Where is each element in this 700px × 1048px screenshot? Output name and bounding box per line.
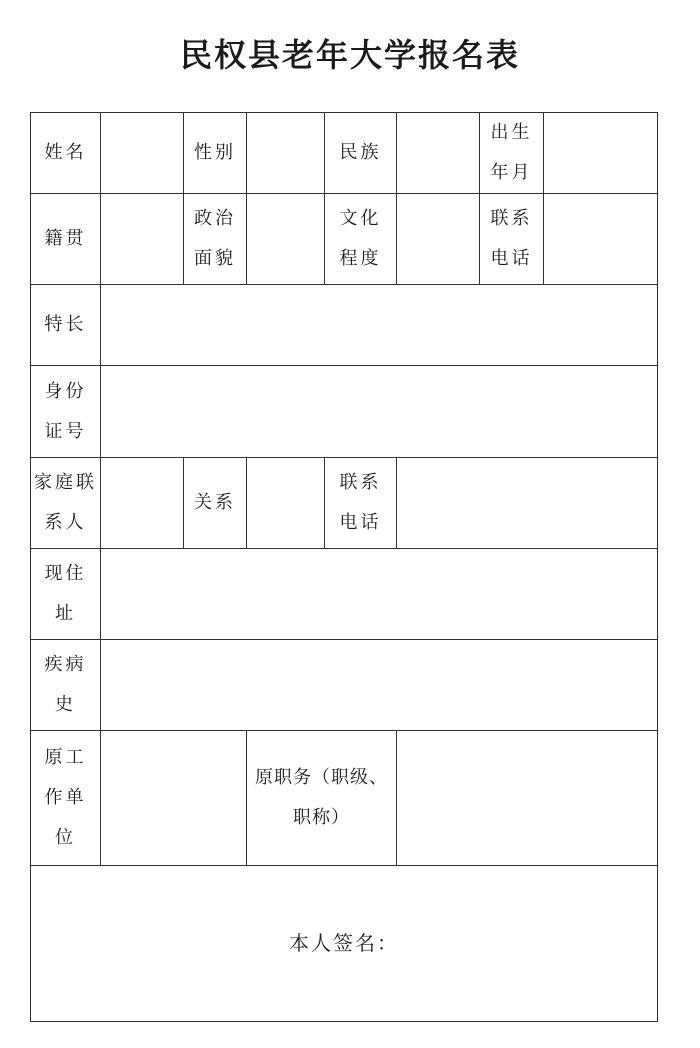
row-address <box>31 549 658 640</box>
field-education[interactable] <box>397 194 480 285</box>
field-name[interactable] <box>101 113 184 194</box>
label-former-unit: 原工 作单 位 <box>31 731 101 866</box>
row-specialty <box>31 285 658 366</box>
row-basic-info <box>31 113 658 194</box>
label-specialty: 特长 <box>31 285 101 366</box>
row-signature <box>31 866 658 1022</box>
label-former-position: 原职务（职级、 职称） <box>247 731 397 866</box>
row-origin-info <box>31 194 658 285</box>
signature-label: 本人签名： <box>289 930 399 955</box>
label-name: 姓名 <box>31 113 101 194</box>
field-native-place[interactable] <box>101 194 184 285</box>
label-political-status: 政治 面貌 <box>184 194 247 285</box>
label-family-contact: 家庭联 系人 <box>31 458 101 549</box>
row-former-work <box>31 731 658 866</box>
field-family-contact[interactable] <box>101 458 184 549</box>
field-family-phone[interactable] <box>397 458 658 549</box>
field-political-status[interactable] <box>247 194 325 285</box>
field-specialty[interactable] <box>101 285 658 366</box>
field-relation[interactable] <box>247 458 325 549</box>
label-phone: 联系 电话 <box>480 194 544 285</box>
registration-form-table <box>30 112 658 1022</box>
field-medical-history[interactable] <box>101 640 658 731</box>
label-address: 现住 址 <box>31 549 101 640</box>
field-id-number[interactable] <box>101 366 658 458</box>
row-medical-history <box>31 640 658 731</box>
label-id-number: 身份 证号 <box>31 366 101 458</box>
label-relation: 关系 <box>184 458 247 549</box>
row-family-contact <box>31 458 658 549</box>
field-address[interactable] <box>101 549 658 640</box>
form-title: 民权县老年大学报名表 <box>179 36 520 74</box>
label-education: 文化 程度 <box>325 194 397 285</box>
label-ethnicity: 民族 <box>325 113 397 194</box>
field-former-position[interactable] <box>397 731 658 866</box>
signature-area[interactable] <box>31 866 658 1022</box>
label-native-place: 籍贯 <box>31 194 101 285</box>
label-family-phone: 联系 电话 <box>325 458 397 549</box>
field-former-unit[interactable] <box>101 731 247 866</box>
field-phone[interactable] <box>544 194 658 285</box>
field-birth[interactable] <box>544 113 658 194</box>
row-id-number <box>31 366 658 458</box>
label-gender: 性别 <box>184 113 247 194</box>
field-gender[interactable] <box>247 113 325 194</box>
field-ethnicity[interactable] <box>397 113 480 194</box>
label-birth: 出生 年月 <box>480 113 544 194</box>
label-medical-history: 疾病 史 <box>31 640 101 731</box>
